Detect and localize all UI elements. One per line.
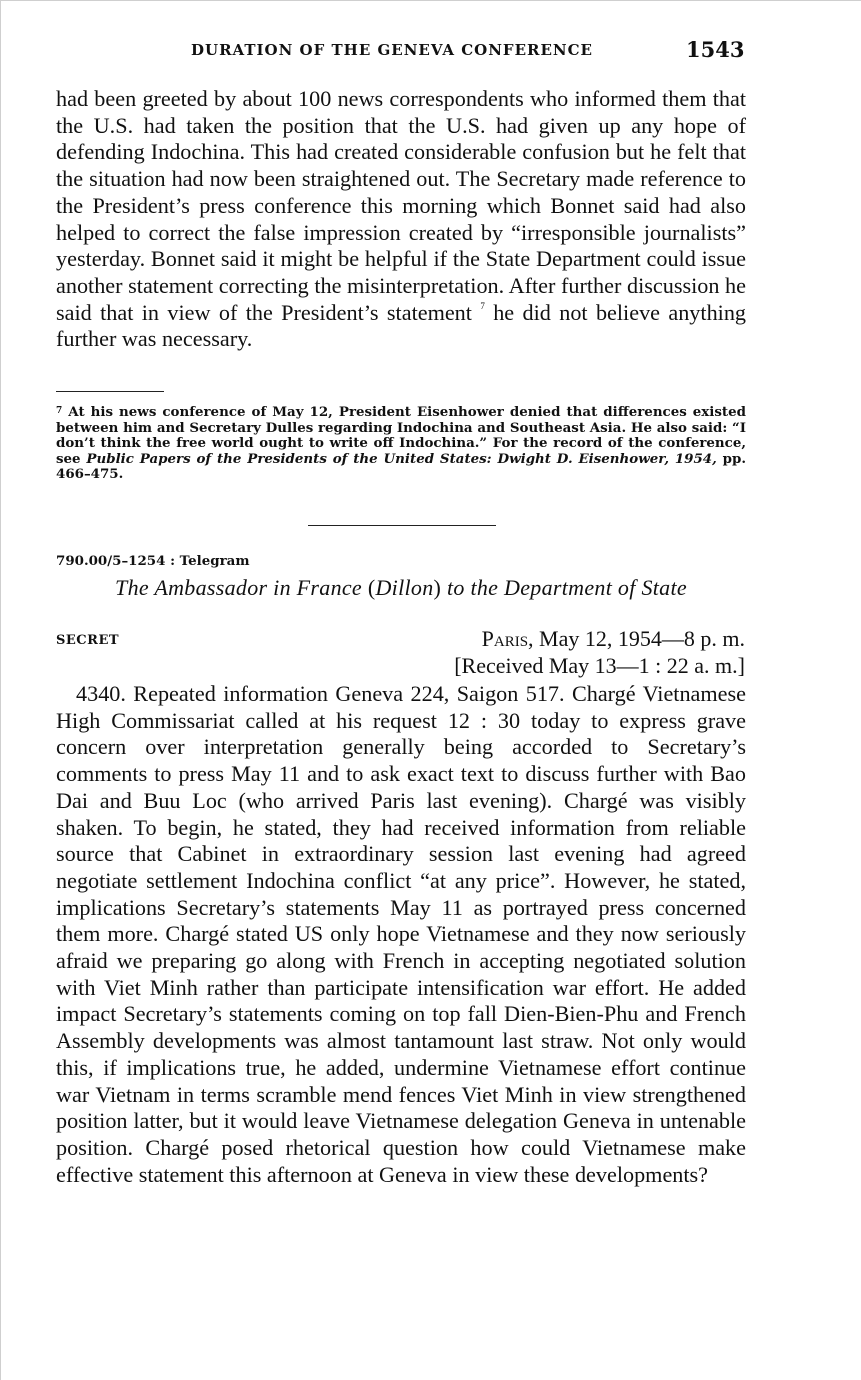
telegram-body: 4340. Repeated information Geneva 224, Saigon 517. Chargé Vietnamese High Commissariat called at his request 12 : 30 today to express grave concern over interpretation generally being accorded to Secretary’s comments to press May 11 and to ask exact text to discuss further with Bao Dai and Buu Loc (who arrived Paris last evening). Chargé was visibly shaken. To begin, he stated, they had received information from reliable source that Cabinet in extraordinary session last evening had agreed negotiate settlement Indochina conflict “at any price”. However, he stated, implications Secretary’s statements May 11 as portrayed press concerned them more. Chargé stated US only hope Vietnamese and they now seriously afraid we preparing go along with French in accepting negotiated solution with Viet Minh rather than participate intensification war effort. He added impact Secretary’s statements coming on top fall Dien-Bien-Phu and French Assembly developments was almost tantamount last straw. Not only would this, if implications true, he added, undermine Vietnamese effort continue war Vietnam in terms scramble mend fences Viet Minh in view strengthened position latter, but it would leave Vietnamese delegation Geneva in untenable position. Chargé posed rhetorical question how could Vietnamese make effective statement this afternoon at Geneva in view these developments? bbox=[56, 681, 746, 1187]
document-title: The Ambassador in France (Dillon) to the Department of State bbox=[115, 575, 687, 600]
place-name: Paris, bbox=[481, 626, 534, 651]
footnote bbox=[56, 405, 746, 483]
continuation-paragraph bbox=[56, 86, 746, 353]
date-received: [Received May 13—1 : 22 a. m.] bbox=[454, 653, 745, 678]
document-title-sender: The Ambassador in France bbox=[115, 575, 363, 600]
date-sent-line bbox=[454, 625, 745, 652]
continuation-text: had been greeted by about 100 news correspondents who informed them that the U.S. had taken the position that the U.S. had given up any hope of defending Indochina. This had created considerable confusion but he felt that the situation had now been straightened out. The Secretary made reference to the President’s press conference this morning which Bonnet said had also helped to correct the false impression created by “irresponsible journalists” yesterday. Bonnet said it might be helpful if the State Department could issue another statement correcting the misinterpretation. After further discussion he said that in view of the President’s statement bbox=[56, 86, 746, 325]
footnote-pages: pp. 466–475. bbox=[56, 450, 746, 483]
continuation-text-end: he did not believe anything further was necessary. bbox=[56, 299, 747, 352]
document-title-name: Dillon bbox=[375, 575, 434, 600]
footnote-marker: 7 bbox=[56, 406, 63, 416]
date-sent: May 12, 1954—8 p. m. bbox=[539, 626, 745, 651]
document-file-id: 790.00/5–1254 : Telegram bbox=[56, 553, 250, 569]
footnote-reference[interactable]: 7 bbox=[480, 300, 485, 311]
footnote-citation-title: Public Papers of the Presidents of the United States: Dwight D. Eisenhower, 1954, bbox=[86, 450, 717, 467]
document-title-recipient: to the Department of State bbox=[446, 575, 687, 600]
footnote-text: At his news conference of May 12, President Eisenhower denied that differences existed between him and Secretary Dulles regarding Indochina and Southeast Asia. He also said: “I don’t think the free world ought to write off Indochina.” For the record of the conference, see bbox=[56, 404, 746, 467]
section-divider bbox=[308, 525, 496, 526]
page-number: 1543 bbox=[686, 37, 745, 62]
classification-label: SECRET bbox=[56, 633, 120, 648]
footnote-divider bbox=[56, 391, 164, 392]
dateline bbox=[454, 625, 745, 679]
running-header-title: DURATION OF THE GENEVA CONFERENCE bbox=[191, 41, 593, 59]
